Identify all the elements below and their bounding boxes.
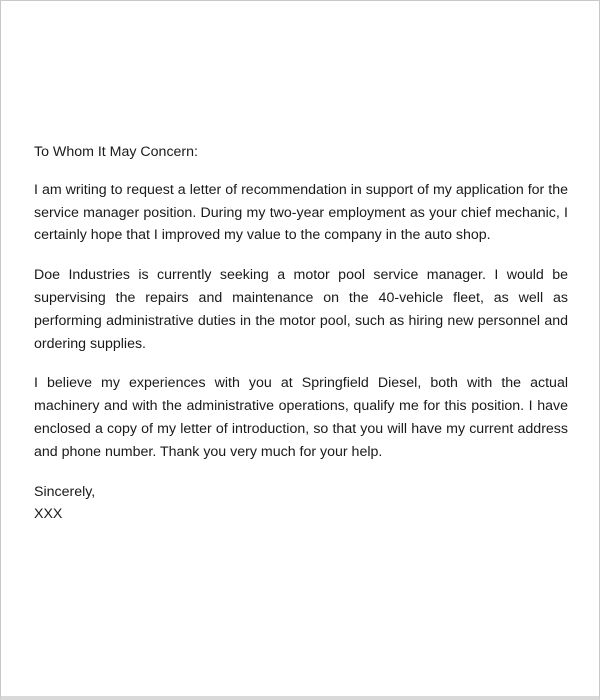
- paragraph-position: Doe Industries is currently seeking a motor pool service manager. I would be supervising the repairs and maintenance on the 40-vehicle fleet, as well as performing administrative duties in the motor pool, such as hiring new personnel and ordering supplies.: [34, 267, 568, 352]
- paragraph-request: I am writing to request a letter of recommendation in support of my application for the service manager position. During my two-year employment as your chief mechanic, I certainly hope that I improved my value to the company in the auto shop.: [34, 181, 568, 244]
- salutation: To Whom It May Concern:: [34, 144, 198, 160]
- closing: Sincerely,: [34, 483, 96, 500]
- paragraph-experience: I believe my experiences with you at Springfield Diesel, both with the actual machinery and with the administrative operations, qualify me for this position. I have enclosed a copy of my letter of introduction, so that you will have my current address and phone number. Thank you very much for your help.: [34, 375, 568, 460]
- signature: XXX: [34, 506, 63, 523]
- letter-body: [34, 141, 568, 526]
